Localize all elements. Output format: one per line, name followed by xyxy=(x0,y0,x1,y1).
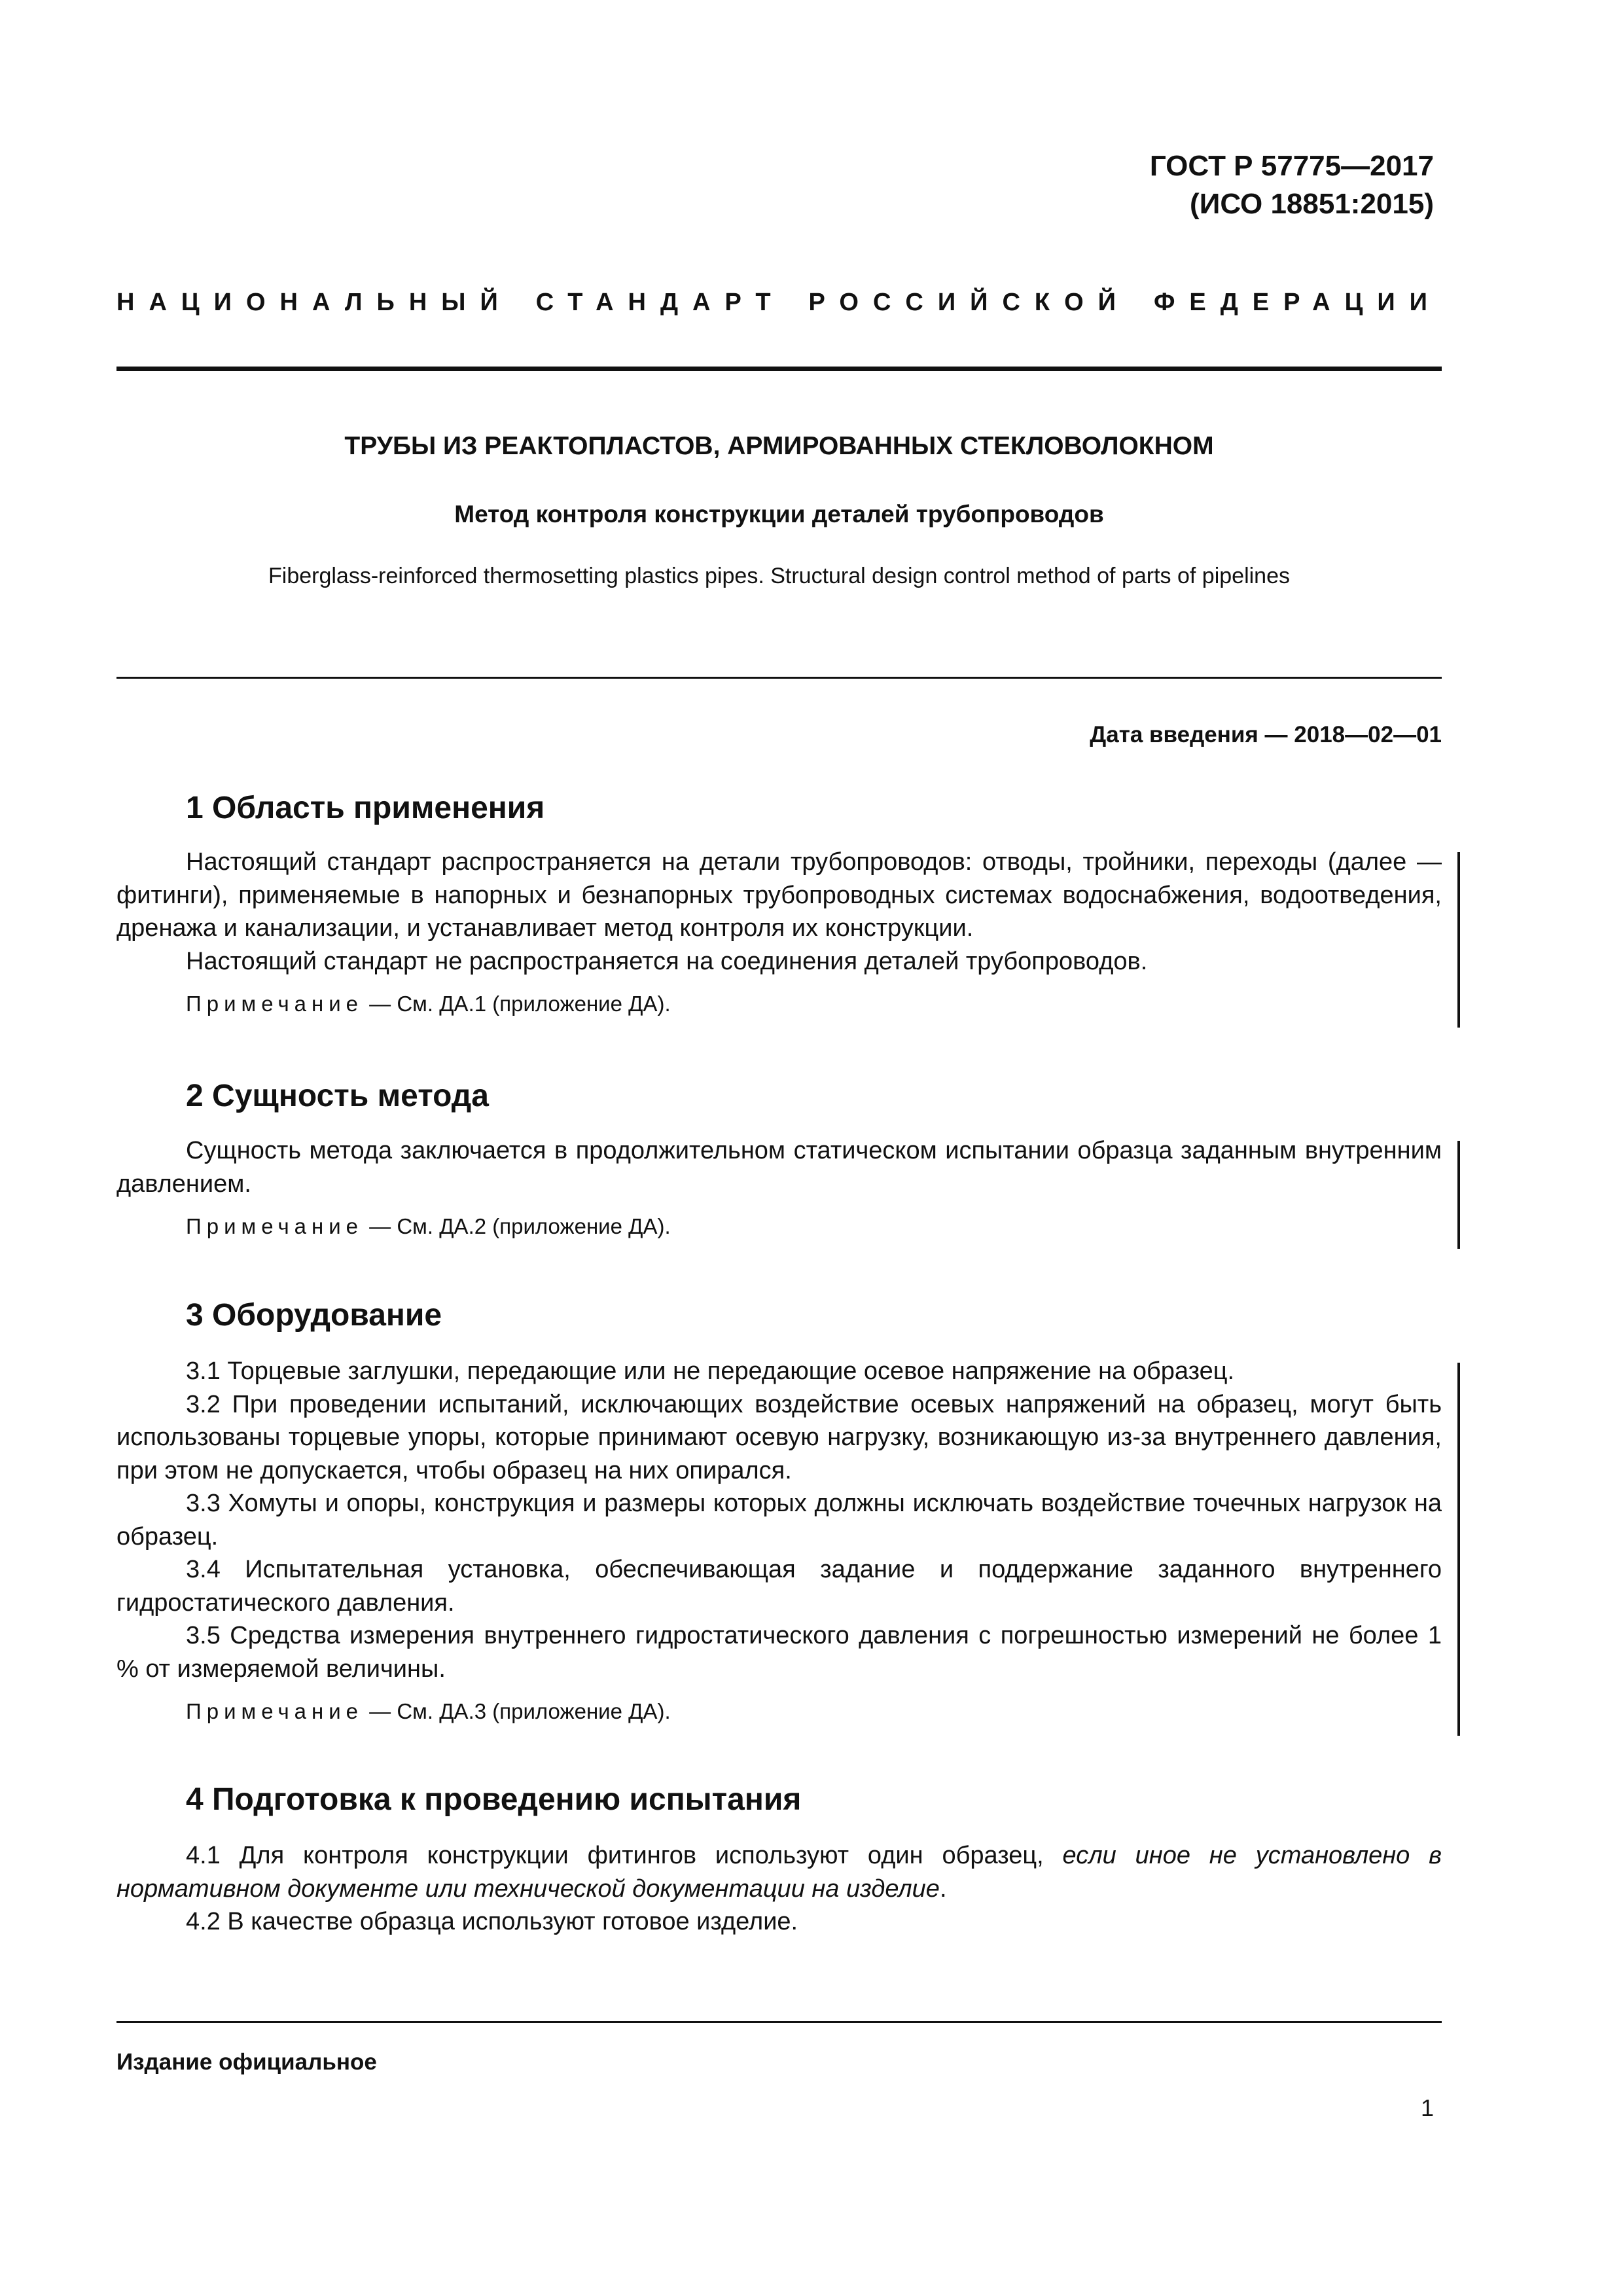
section-3 xyxy=(116,1296,1442,1335)
document-subtitle: Метод контроля конструкции деталей трубопроводов xyxy=(454,501,1104,528)
paragraph: 3.1 Торцевые заглушки, передающие или не передающие осевое напряжение на образец. xyxy=(186,1357,1235,1385)
note-text: — См. ДА.3 (приложение ДА). xyxy=(363,1699,671,1723)
note-label: Примечание xyxy=(186,1214,364,1238)
paragraph xyxy=(116,1839,1442,1905)
note-label: Примечание xyxy=(186,1699,364,1723)
banner-word: ФЕДЕРАЦИИ xyxy=(1153,289,1442,316)
footer-rule xyxy=(116,2021,1442,2023)
section-heading: 4 Подготовка к проведению испытания xyxy=(186,1782,802,1817)
paragraph: 3.2 При проведении испытаний, исключающих воздействие осевых напряжений на образец, могут быть использованы торцевые упоры, которые принимают осевую нагрузку, возникающую из-за внутреннего давления, при этом не допускается, чтобы образец на них опирался. xyxy=(116,1390,1442,1484)
edition-label: Издание официальное xyxy=(116,2049,377,2075)
note-text: — См. ДА.2 (приложение ДА). xyxy=(363,1214,671,1238)
banner-word: НАЦИОНАЛЬНЫЙ xyxy=(116,289,512,316)
page-number: 1 xyxy=(1420,2094,1434,2121)
section-1 xyxy=(116,789,1442,828)
note-text: — См. ДА.1 (приложение ДА). xyxy=(363,992,671,1016)
section-4 xyxy=(116,1780,1442,1820)
section-2-body xyxy=(116,1134,1442,1241)
paragraph: Настоящий стандарт распространяется на детали трубопроводов: отводы, тройники, переходы (далее — фитинги), применяемые в напорных и безнапорных трубопроводных системах водоснабжения, водоотведения, дренажа и канализации, и устанавливает метод контроля их конструкции. xyxy=(116,848,1442,942)
paragraph-text-end: . xyxy=(939,1874,947,1903)
paragraph-italic-text: если иное не установлено в нормативном документе или технической документации на изделие xyxy=(116,1842,1442,1903)
section-heading: 2 Сущность метода xyxy=(186,1079,489,1113)
banner-word: СТАНДАРТ xyxy=(535,289,785,316)
change-bar xyxy=(1457,1363,1460,1736)
paragraph: 3.5 Средства измерения внутреннего гидростатического давления с погрешностью измерений не более 1 % от измеряемой величины. xyxy=(116,1622,1442,1683)
paragraph: Настоящий стандарт не распространяется на соединения деталей трубопроводов. xyxy=(186,947,1148,975)
note xyxy=(186,1697,1442,1726)
section-3-body xyxy=(116,1355,1442,1726)
paragraph: 3.3 Хомуты и опоры, конструкция и размеры которых должны исключать воздействие точечных нагрузок на образец. xyxy=(116,1490,1442,1551)
section-heading: 3 Оборудование xyxy=(186,1298,442,1333)
change-bar xyxy=(1457,852,1460,1028)
english-title: Fiberglass-reinforced thermosetting plastics pipes. Structural design control method of parts of pipelines xyxy=(268,564,1290,588)
section-1-body xyxy=(116,846,1442,1018)
iso-reference: (ИСО 18851:2015) xyxy=(1190,188,1434,220)
note xyxy=(186,1212,1442,1241)
document-title: ТРУБЫ ИЗ РЕАКТОПЛАСТОВ, АРМИРОВАННЫХ СТЕКЛОВОЛОКНОМ xyxy=(344,432,1214,460)
section-4-body xyxy=(116,1839,1442,1939)
paragraph: 3.4 Испытательная установка, обеспечивающая задание и поддержание заданного внутреннего гидростатического давления. xyxy=(116,1556,1442,1617)
paragraph-text: 4.1 Для контроля конструкции фитингов используют один образец, xyxy=(186,1842,1063,1869)
header-rule xyxy=(116,367,1442,371)
section-heading: 1 Область применения xyxy=(186,791,545,825)
banner-word: РОССИЙСКОЙ xyxy=(808,289,1130,316)
section-2 xyxy=(116,1077,1442,1116)
change-bar xyxy=(1457,1141,1460,1249)
note-label: Примечание xyxy=(186,992,364,1016)
paragraph: Сущность метода заключается в продолжительном статическом испытании образца заданным внутренним давлением. xyxy=(116,1137,1442,1198)
note xyxy=(186,990,1442,1018)
introduction-date: Дата введения — 2018—02—01 xyxy=(1090,722,1442,747)
standard-number: ГОСТ Р 57775—2017 xyxy=(1149,150,1434,182)
title-rule xyxy=(116,677,1442,679)
paragraph: 4.2 В качестве образца используют готовое изделие. xyxy=(186,1908,798,1935)
national-standard-banner xyxy=(116,286,1442,319)
